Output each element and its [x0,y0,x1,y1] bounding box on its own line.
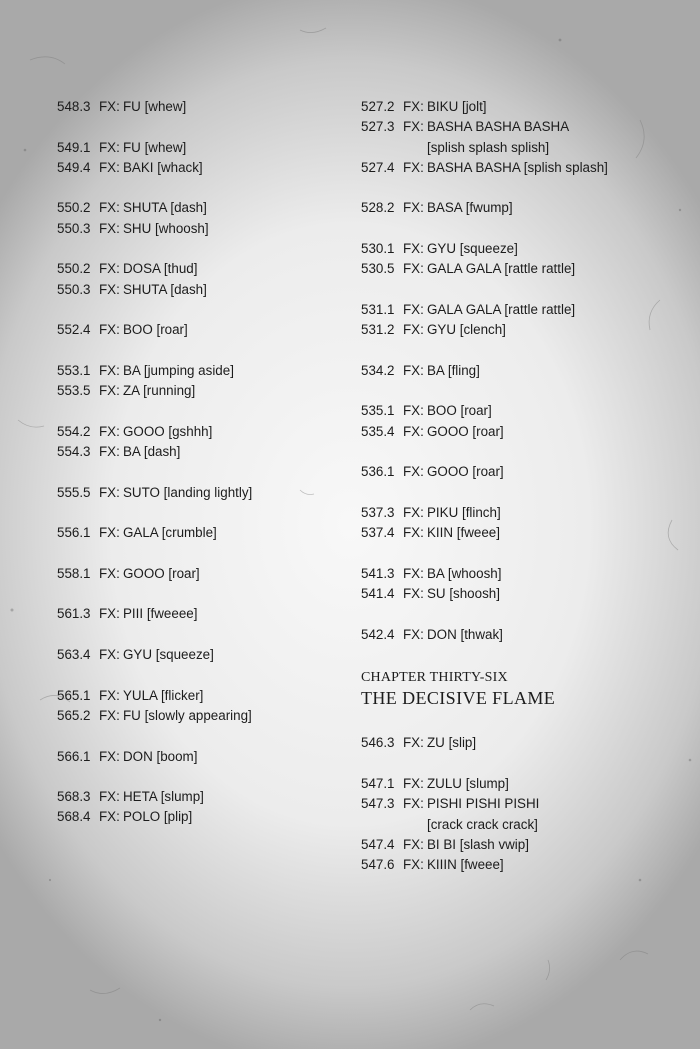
spacer [361,483,681,503]
sfx-entry [361,117,681,137]
page-panel-ref: 555.5 [57,484,91,500]
sfx-translation: BI BI [slash vwip] [427,836,529,852]
spacer [57,584,347,604]
page-panel-ref: 527.3 [361,119,395,135]
sfx-translation: GOOO [roar] [427,423,504,439]
fx-label: FX: [403,403,424,419]
fx-label: FX: [99,159,120,175]
sfx-entry [57,807,347,827]
fx-label: FX: [99,281,120,297]
sfx-translation: GALA GALA [rattle rattle] [427,261,576,277]
sfx-translation: FU [slowly appearing] [123,707,252,723]
spacer [361,754,681,774]
page-panel-ref: 566.1 [57,748,91,764]
fx-label: FX: [99,484,120,500]
spacer [57,300,347,320]
page-panel-ref: 550.2 [57,261,91,277]
spacer [361,341,681,361]
sfx-entry [57,280,347,300]
page-panel-ref: 531.2 [361,322,395,338]
sfx-translation: SHU [whoosh] [123,220,209,236]
sfx-entry [361,361,681,381]
sfx-translation: BA [fling] [427,362,480,378]
fx-label: FX: [403,525,424,541]
page-panel-ref: 552.4 [57,322,91,338]
fx-label: FX: [99,707,120,723]
sfx-translation: FU [whew] [123,139,187,155]
sfx-translation: FU [whew] [123,99,187,114]
fx-label: FX: [99,444,120,460]
page-panel-ref: 537.3 [361,504,395,520]
fx-label: FX: [99,383,120,399]
page-panel-ref: 534.2 [361,362,395,378]
page-panel-ref: 547.3 [361,796,395,812]
sfx-entry [361,320,681,340]
sfx-entry [57,604,347,624]
sfx-entry [57,259,347,279]
sfx-entry [361,584,681,604]
sfx-translation: GOOO [roar] [427,464,504,480]
sfx-translation: [splish splash splish] [427,139,550,155]
sfx-entry [57,219,347,239]
sfx-entry-continuation [361,815,681,835]
sfx-translation: SU [shoosh] [427,586,500,602]
chapter-subtitle: CHAPTER THIRTY-SIX [361,670,508,686]
spacer [361,219,681,239]
spacer [361,544,681,564]
page-panel-ref: 547.4 [361,836,395,852]
fx-label: FX: [403,626,424,642]
fx-label: FX: [403,796,424,812]
sfx-translation: KIIN [fweee] [427,525,500,541]
sfx-translation: BA [jumping aside] [123,362,234,378]
page-panel-ref: 563.4 [57,647,91,663]
sfx-entry [57,158,347,178]
sfx-entry [57,97,347,117]
sfx-translation: DOSA [thud] [123,261,198,277]
page-panel-ref: 547.6 [361,857,395,873]
fx-label: FX: [403,159,424,175]
sfx-translation: PIKU [flinch] [427,504,501,520]
fx-label: FX: [99,362,120,378]
spacer [361,604,681,624]
page-panel-ref: 549.1 [57,139,91,155]
sfx-translation: PISHI PISHI PISHI [427,796,540,812]
sfx-entry [57,361,347,381]
left-column [57,97,347,828]
page-panel-ref: 568.4 [57,809,91,825]
sfx-entry-continuation [361,138,681,158]
sfx-translation: ZULU [slump] [427,775,509,791]
fx-label: FX: [403,836,424,852]
chapter-title: THE DECISIVE FLAME [361,688,556,709]
page-panel-ref: 561.3 [57,606,91,622]
page-panel-ref: 553.5 [57,383,91,399]
sfx-translation: GOOO [gshhh] [123,423,213,439]
page-panel-ref: 568.3 [57,789,91,805]
sfx-entry [57,523,347,543]
page-panel-ref: 553.1 [57,362,91,378]
sfx-entry [57,564,347,584]
page-panel-ref: 550.2 [57,200,91,216]
spacer [57,544,347,564]
fx-label: FX: [99,606,120,622]
sfx-entry [57,747,347,767]
spacer [361,178,681,198]
fx-label: FX: [403,241,424,257]
page-panel-ref: 541.4 [361,586,395,602]
page-panel-ref: 527.4 [361,159,395,175]
page-panel-ref: 531.1 [361,301,395,317]
spacer [361,645,681,665]
page-panel-ref: 556.1 [57,525,91,541]
fx-label: FX: [403,775,424,791]
page-panel-ref: 554.3 [57,444,91,460]
sfx-entry [57,483,347,503]
fx-label: FX: [99,322,120,338]
fx-label: FX: [403,857,424,873]
sfx-entry [361,300,681,320]
spacer [361,381,681,401]
page-panel-ref: 565.1 [57,687,91,703]
sfx-translation: ZA [running] [123,383,196,399]
fx-label: FX: [99,423,120,439]
right-column [361,97,681,875]
sfx-entry [361,625,681,645]
spacer [57,462,347,482]
sfx-entry [361,523,681,543]
spacer [57,178,347,198]
chapter-heading [361,669,681,733]
sfx-translation: BASHA BASHA BASHA [427,119,570,135]
sfx-entry [57,381,347,401]
sfx-entry [361,733,681,753]
fx-label: FX: [403,99,424,114]
sfx-translation: BAKI [whack] [123,159,203,175]
page-panel-ref: 530.5 [361,261,395,277]
fx-label: FX: [403,301,424,317]
fx-label: FX: [403,362,424,378]
page-panel-ref: 535.4 [361,423,395,439]
fx-label: FX: [403,464,424,480]
sfx-entry [361,422,681,442]
fx-label: FX: [403,565,424,581]
sfx-translation: BA [dash] [123,444,181,460]
page-panel-ref: 537.4 [361,525,395,541]
sfx-entry [57,645,347,665]
sfx-entry [361,794,681,814]
page-panel-ref: 541.3 [361,565,395,581]
fx-label: FX: [99,139,120,155]
sfx-translation: GYU [squeeze] [427,241,518,257]
page-panel-ref: 554.2 [57,423,91,439]
fx-label: FX: [99,261,120,277]
sfx-entry [57,442,347,462]
spacer [57,239,347,259]
sfx-entry [361,97,681,117]
sfx-translation: GYU [clench] [427,322,506,338]
sfx-translation: PIII [fweeee] [123,606,198,622]
sfx-entry [361,503,681,523]
spacer [57,767,347,787]
sfx-translation: GALA GALA [rattle rattle] [427,301,576,317]
fx-label: FX: [99,525,120,541]
page-panel-ref: 527.2 [361,99,395,114]
sfx-entry [361,462,681,482]
spacer [57,625,347,645]
sfx-entry [361,239,681,259]
sfx-translation: SHUTA [dash] [123,281,207,297]
sfx-translation: BOO [roar] [427,403,492,419]
sfx-entry [361,198,681,218]
sfx-translation: BASHA BASHA [splish splash] [427,159,608,175]
sfx-translation: ZU [slip] [427,735,477,751]
fx-label: FX: [99,200,120,216]
sfx-translation: GALA [crumble] [123,525,217,541]
page-panel-ref: 542.4 [361,626,395,642]
fx-label: FX: [403,119,424,135]
sfx-translation: KIIIN [fweee] [427,857,504,873]
page-panel-ref: 550.3 [57,281,91,297]
spacer [57,341,347,361]
sfx-translation: DON [boom] [123,748,198,764]
page-panel-ref: 528.2 [361,200,395,216]
fx-label: FX: [403,423,424,439]
page-panel-ref: 535.1 [361,403,395,419]
fx-label: FX: [99,99,120,114]
fx-label: FX: [99,687,120,703]
sfx-entry [361,835,681,855]
page-panel-ref: 565.2 [57,707,91,723]
fx-label: FX: [99,789,120,805]
page-panel-ref: 536.1 [361,464,395,480]
spacer [57,117,347,137]
fx-label: FX: [403,322,424,338]
sfx-entry [57,422,347,442]
page-panel-ref: 547.1 [361,775,395,791]
fx-label: FX: [99,220,120,236]
spacer [361,280,681,300]
sfx-translation: [crack crack crack] [427,816,538,832]
sfx-entry [57,787,347,807]
fx-label: FX: [403,735,424,751]
sfx-entry [361,774,681,794]
sfx-translation: BASA [fwump] [427,200,513,216]
sfx-translation: GYU [squeeze] [123,647,214,663]
spacer [57,665,347,685]
sfx-entry [57,686,347,706]
page-panel-ref: 546.3 [361,735,395,751]
fx-label: FX: [403,504,424,520]
spacer [57,401,347,421]
sfx-entry [57,320,347,340]
page-panel-ref: 530.1 [361,241,395,257]
spacer [57,726,347,746]
sfx-translation: SHUTA [dash] [123,200,207,216]
sfx-translation: YULA [flicker] [123,687,204,703]
fx-label: FX: [99,647,120,663]
page-panel-ref: 548.3 [57,99,91,114]
page-panel-ref: 550.3 [57,220,91,236]
sfx-entry [361,401,681,421]
fx-label: FX: [403,261,424,277]
spacer [57,503,347,523]
sfx-translation: BIKU [jolt] [427,99,487,114]
page-panel-ref: 558.1 [57,565,91,581]
spacer [361,442,681,462]
sfx-translation: GOOO [roar] [123,565,200,581]
page-panel-ref: 549.4 [57,159,91,175]
sfx-translation: HETA [slump] [123,789,204,805]
sfx-entry [361,564,681,584]
fx-label: FX: [99,565,120,581]
sfx-entry [361,158,681,178]
fx-label: FX: [403,200,424,216]
sfx-translation: BA [whoosh] [427,565,502,581]
sfx-translation: POLO [plip] [123,809,193,825]
sfx-entry [57,706,347,726]
sfx-translation: SUTO [landing lightly] [123,484,253,500]
sfx-entry [57,138,347,158]
sfx-entry [361,259,681,279]
sfx-translation: DON [thwak] [427,626,503,642]
fx-label: FX: [403,586,424,602]
fx-label: FX: [99,748,120,764]
sfx-entry [57,198,347,218]
fx-label: FX: [99,809,120,825]
sfx-translation: BOO [roar] [123,322,188,338]
sfx-entry [361,855,681,875]
